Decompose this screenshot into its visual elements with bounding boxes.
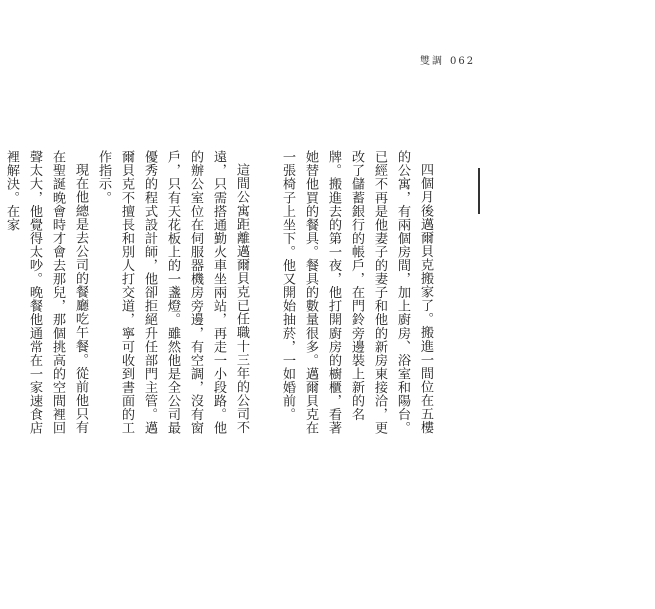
paragraph: 這間公寓距離邁爾貝克已任職十三年的公司不遠，只需搭通勤火車坐兩站，再走一小段路。他的辦公室位在伺服器機房旁邊，有空調，沒有窗戶，只有天花板上的一盞燈。雖然他是全公司最優秀的程式設計師，他卻拒絕升任部門主管。邁爾貝克不擅長和別人打交道，寧可收到書面的工作指示。 [96, 150, 249, 435]
page-number: 062 [450, 56, 476, 67]
running-header [420, 52, 475, 67]
paragraph: 現在他總是去公司的餐廳吃午餐。從前他只有在聖誕晚會時才會去那兒，那個挑高的空間裡回聲太大，他覺得太吵。晚餐他通常在一家速食店裡解決。在家 [4, 150, 88, 435]
margin-rule [478, 168, 480, 214]
paragraph: 四個月後邁爾貝克搬家了。搬進一間位在五樓的公寓，有兩個房間，加上廚房、浴室和陽台。已經不再是他妻子的妻子和他的新房東接洽，更改了儲蓄銀行的帳戶，在門鈴旁邊裝上新的名牌。搬進去的第一夜，他打開廚房的櫥櫃，看著她替他買的餐具。餐具的數量很多。邁爾貝克在一張椅子上坐下。他又開始抽菸，一如婚前。 [280, 150, 433, 435]
body-text [0, 150, 437, 440]
chapter-title: 雙調 [420, 56, 444, 67]
